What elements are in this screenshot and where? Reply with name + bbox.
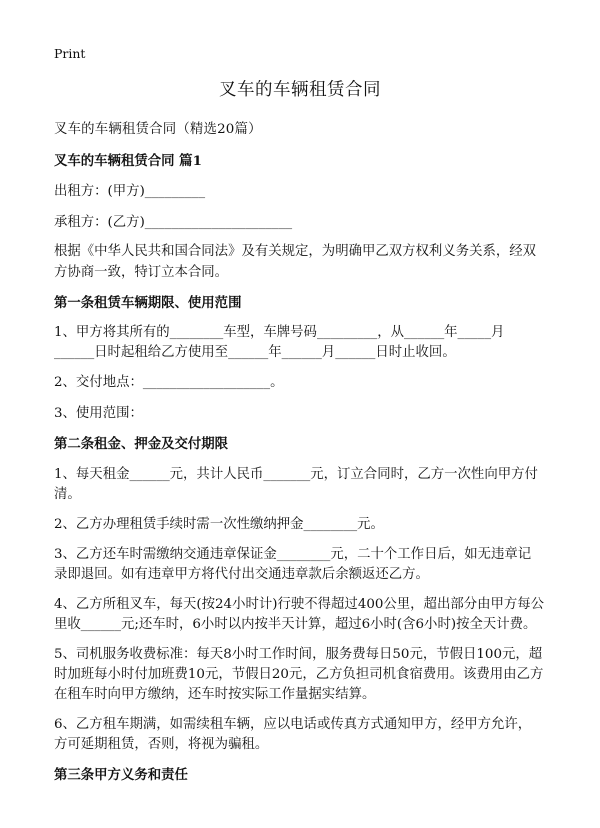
s2-item4-line-1: 4、乙方所租叉车，每天(按24小时计)行驶不得超过400公里，超出部分由甲方每公	[54, 597, 545, 612]
s2-item6-line-1: 6、乙方租车期满，如需续租车辆，应以电话或传真方式通知甲方，经甲方允许，	[54, 717, 532, 732]
s2-item6-line-2: 方可延期租赁，否则，将视为骗租。	[54, 737, 269, 752]
s2-item2: 2、乙方办理租赁手续时需一次性缴纳押金________元。	[54, 517, 384, 532]
subtitle: 叉车的车辆租赁合同（精选20篇）	[54, 122, 262, 137]
section-1-title: 第一条租赁车辆期限、使用范围	[54, 295, 242, 311]
s2-item1-line-2: 清。	[54, 487, 81, 502]
party-lessor: 出租方：(甲方)_________	[54, 184, 206, 199]
s1-item1-line-1: 1、甲方将其所有的________车型，车牌号码_________，从______年_____月	[54, 325, 505, 340]
s1-item1-line-2: ______日时起租给乙方使用至______年______月______日时止收回。	[54, 345, 456, 360]
page-title: 叉车的车辆租赁合同	[219, 80, 381, 100]
preamble-line-2: 方协商一致，特订立本合同。	[54, 265, 229, 280]
s2-item4-line-2: 里收______元;还车时，6小时以内按半天计算，超过6小时(含6小时)按全天计费。	[54, 617, 537, 632]
section-2-title: 第二条租金、押金及交付期限	[54, 436, 229, 452]
article-heading: 叉车的车辆租赁合同 篇1	[54, 153, 202, 169]
s1-item3: 3、使用范围：	[54, 406, 143, 421]
s2-item3-line-2: 录即退回。如有违章甲方将代付出交通违章款后余额返还乙方。	[54, 567, 429, 582]
preamble-line-1: 根据《中华人民共和国合同法》及有关规定，为明确甲乙双方权利义务关系，经双	[54, 244, 537, 259]
print-label: Print	[54, 46, 86, 61]
s2-item5-line-3: 在租车时向甲方缴纳，还车时按实际工作量据实结算。	[54, 687, 376, 702]
s1-item2: 2、交付地点：___________________。	[54, 375, 284, 390]
party-lessee: 承租方：(乙方)______________________	[54, 215, 293, 230]
s2-item5-line-1: 5、司机服务收费标准：每天8小时工作时间，服务费每日50元，节假日100元，超	[54, 647, 543, 662]
s2-item3-line-1: 3、乙方还车时需缴纳交通违章保证金________元，二十个工作日后，如无违章记	[54, 547, 532, 562]
section-3-title: 第三条甲方义务和责任	[54, 767, 188, 783]
s2-item1-line-1: 1、每天租金______元，共计人民币_______元，订立合同时，乙方一次性向甲方付	[54, 467, 538, 482]
s2-item5-line-2: 时加班每小时付加班费10元，节假日20元，乙方负担司机食宿费用。该费用由乙方	[54, 667, 544, 682]
